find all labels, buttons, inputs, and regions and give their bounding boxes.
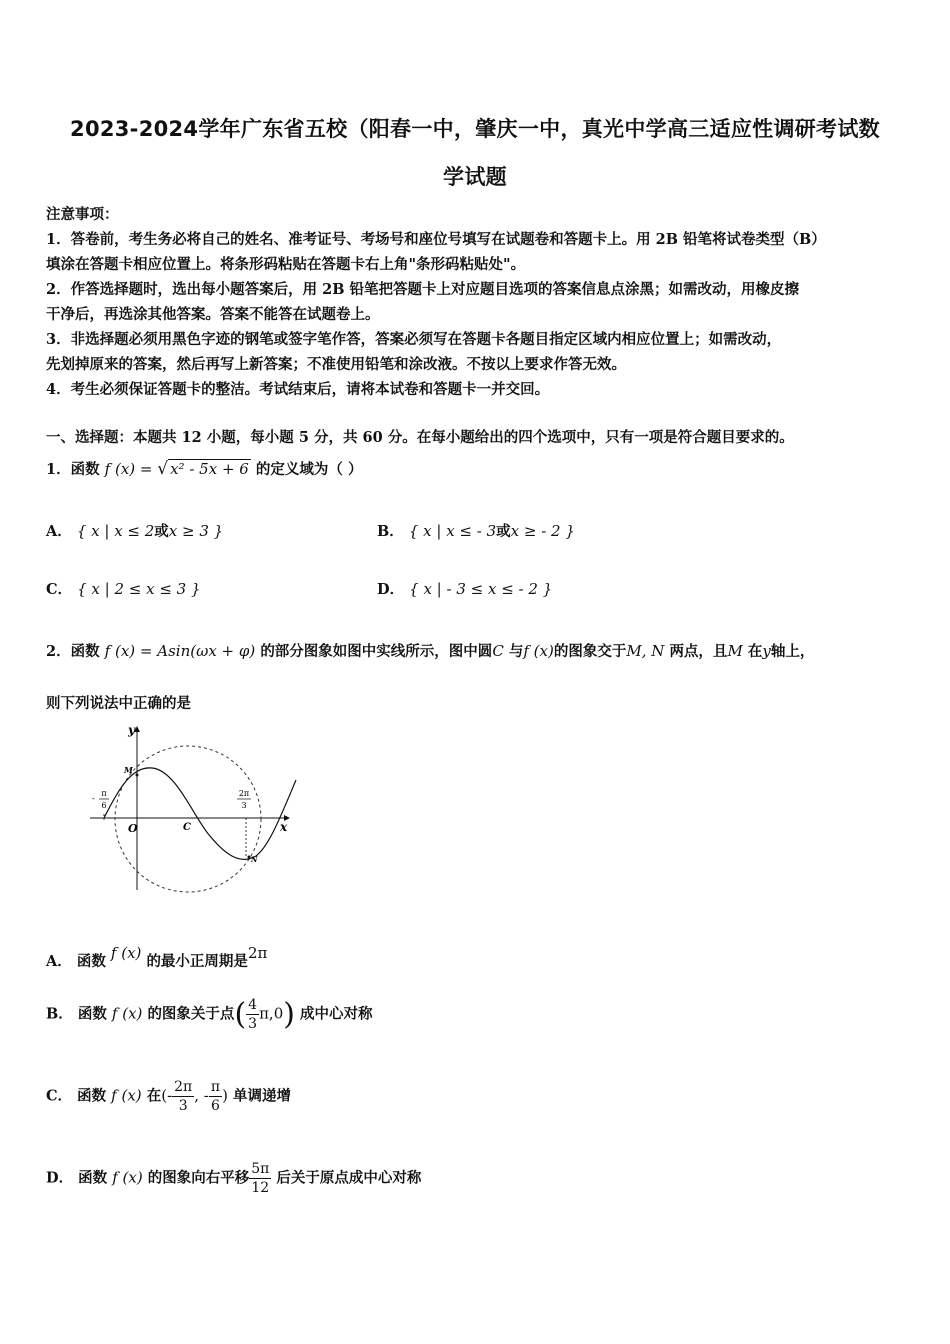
notice-line: 填涂在答题卡相应位置上。将条形码粘贴在答题卡右上角"条形码粘贴处"。: [46, 256, 526, 273]
fraction: $\frac{\pi}{6}$: [210, 1079, 221, 1114]
option-math: f (x): [111, 1086, 142, 1105]
option-math: f (x): [111, 1004, 143, 1023]
notice-line: 3．非选择题必须用黑色字迹的钢笔或签字笔作答，答案必须写在答题卡各题目指定区域内相应位置上；如需改动，: [46, 331, 782, 348]
q2-text: 的部分图象如图中实线所示，图中圆: [260, 643, 493, 660]
section-heading: 一、选择题：本题共 12 小题，每小题 5 分，共 60 分。在每小题给出的四个选项中，只有一项是符合题目要求的。: [46, 429, 794, 446]
q2-option-d[interactable]: [46, 1160, 421, 1197]
option-text: 函数: [76, 953, 106, 970]
sqrt-sign: √: [157, 459, 169, 479]
question-2: [46, 640, 814, 661]
x-label: x: [280, 820, 288, 834]
option-math: ): [222, 1086, 228, 1105]
option-math: , -: [194, 1086, 209, 1105]
m-label: M: [124, 765, 133, 775]
option-text: 的图象关于点: [147, 1005, 235, 1023]
option-label: D．: [377, 581, 405, 598]
notice-line: 1．答卷前，考生务必将自己的姓名、准考证号、考场号和座位号填写在试题卷和答题卡上。用 2B 铅笔将试卷类型（B）: [46, 231, 826, 248]
option-label: C．: [46, 581, 73, 598]
fraction: $\frac{5\pi}{12}$: [251, 1161, 270, 1196]
option-label: D．: [46, 1169, 74, 1187]
option-text: 成中心对称: [300, 1005, 373, 1023]
q1-prefix: 1．函数: [46, 461, 100, 478]
q2-option-a[interactable]: [46, 944, 267, 971]
paren-close: ): [283, 997, 295, 1032]
option-math: f (x): [110, 944, 142, 962]
option-math: { x | 2 ≤ x ≤ 3 }: [77, 580, 201, 598]
option-math: 2π: [247, 944, 268, 962]
option-text: 后关于原点成中心对称: [276, 1169, 422, 1187]
right-tick-den: 3: [241, 801, 247, 810]
notice-line: 先划掉原来的答案，然后再写上新答案；不准使用铅笔和涂改液。不按以上要求作答无效。: [46, 356, 626, 373]
option-math: { x | x ≤ 2: [76, 522, 155, 540]
q2-prefix: 2．函数: [46, 643, 100, 660]
q2-text: 的图象交于: [553, 643, 627, 660]
fraction: $\frac{4}{3}$: [248, 997, 258, 1032]
q1-radicand: x² - 5x + 6: [170, 460, 249, 478]
sine-curve: [104, 768, 296, 860]
option-label: A．: [46, 523, 72, 540]
function-graph: [84, 718, 304, 896]
q2-math: M: [727, 642, 743, 660]
q1-option-c[interactable]: [46, 578, 201, 599]
option-math: x ≥ 3 }: [168, 522, 224, 540]
q1-suffix: 的定义域为（ ）: [255, 461, 363, 478]
q1-option-d[interactable]: [377, 578, 552, 599]
option-text: 函数: [78, 1169, 108, 1187]
right-tick-num: 2π: [238, 789, 250, 798]
paren-open: (: [234, 997, 247, 1032]
notice-line: 4．考生必须保证答题卡的整洁。考试结束后，请将本试卷和答题卡一并交回。: [46, 381, 550, 398]
option-text: 函数: [77, 1005, 107, 1023]
q2-function: f (x) = Asin(ωx + φ): [104, 642, 256, 660]
q2-math: f (x): [523, 642, 554, 660]
exam-title-line2: 学试题: [443, 165, 507, 189]
y-label: y: [128, 723, 135, 737]
neg-sign: -: [92, 794, 95, 803]
option-math: f (x): [112, 1168, 143, 1187]
notice-line: 干净后，再选涂其他答案。答案不能答在试题卷上。: [46, 306, 380, 323]
exam-title-line1: 2023-2024学年广东省五校（阳春一中，肇庆一中，真光中学高三适应性调研考试数: [70, 117, 880, 141]
question-1: [46, 458, 362, 479]
left-tick-num: π: [101, 789, 107, 798]
notice-heading: 注意事项：: [46, 206, 119, 223]
q2-text: 与: [508, 643, 524, 660]
q1-option-a[interactable]: [46, 520, 223, 541]
option-math: { x | - 3 ≤ x ≤ - 2 }: [409, 580, 553, 598]
option-math: (-: [161, 1086, 173, 1105]
c-label: C: [183, 822, 191, 833]
fraction: $\frac{2\pi}{3}$: [174, 1079, 193, 1114]
n-label: N: [251, 855, 258, 864]
q1-option-b[interactable]: [377, 520, 575, 541]
point-m: [136, 774, 139, 777]
option-text: 的图象向右平移: [147, 1169, 250, 1187]
q2-option-c[interactable]: [46, 1078, 291, 1115]
q2-line2: 则下列说法中正确的是: [46, 695, 191, 712]
left-tick-den: 6: [101, 801, 107, 810]
q2-text: 轴上，: [770, 643, 815, 660]
option-label: B．: [46, 1005, 73, 1023]
option-text: 的最小正周期是: [146, 953, 248, 970]
option-label: A．: [46, 953, 72, 970]
notice-line: 2．作答选择题时，选出每小题答案后，用 2B 铅笔把答题卡上对应题目选项的答案信息点涂黑；如需改动，用橡皮擦: [46, 281, 800, 298]
option-text: 单调递增: [232, 1087, 291, 1105]
option-math: π,0: [259, 1004, 284, 1023]
q2-math: C: [492, 642, 504, 660]
q2-text: 两点，且: [669, 643, 728, 660]
option-or: 或: [154, 523, 169, 540]
option-text: 在: [146, 1087, 162, 1105]
q2-text: 在: [747, 643, 763, 660]
point-n: [248, 856, 251, 859]
q2-math: y: [762, 642, 771, 660]
option-label: B．: [377, 523, 404, 540]
option-math: { x | x ≤ - 3: [408, 522, 497, 540]
option-label: C．: [46, 1087, 73, 1105]
origin-label: O: [128, 822, 138, 835]
option-or: 或: [496, 523, 511, 540]
q1-function: f (x) =: [104, 460, 158, 478]
option-text: 函数: [77, 1087, 107, 1105]
q2-option-b[interactable]: [46, 996, 373, 1033]
option-math: x ≥ - 2 }: [510, 522, 575, 540]
q2-math: M, N: [626, 642, 665, 660]
